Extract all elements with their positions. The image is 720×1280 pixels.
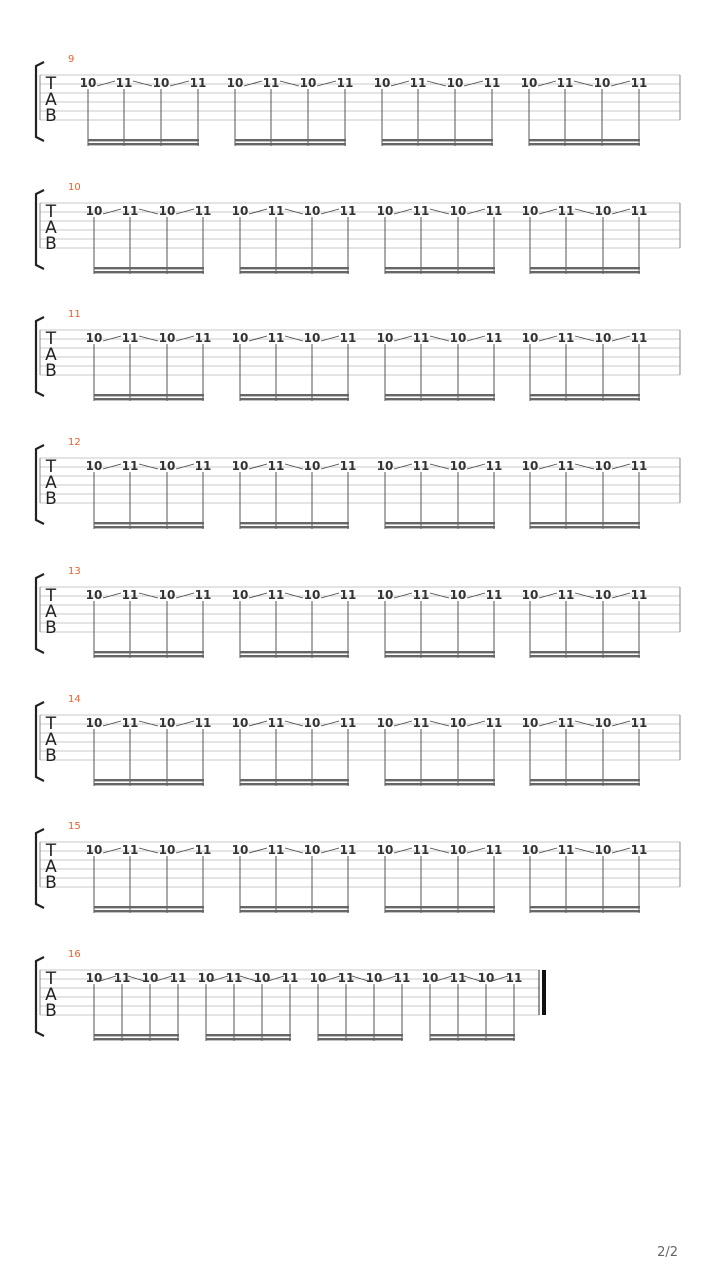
beam-primary (385, 271, 495, 273)
fret-number: 10 (446, 76, 464, 90)
fret-number: 11 (121, 204, 139, 218)
fret-number: 11 (262, 76, 280, 90)
beam-secondary (94, 267, 204, 269)
fret-number: 11 (121, 843, 139, 857)
tab-clef-letter: T (45, 457, 57, 477)
fret-number: 11 (630, 76, 648, 90)
fret-number: 11 (194, 331, 212, 345)
measure-number: 10 (68, 182, 81, 193)
fret-number: 11 (267, 204, 285, 218)
fret-number: 11 (505, 971, 523, 985)
fret-number: 11 (556, 76, 574, 90)
fret-number: 11 (267, 331, 285, 345)
fret-number: 10 (594, 204, 612, 218)
tab-clef-letter: B (45, 1001, 57, 1021)
tab-clef-letter: A (45, 218, 57, 238)
measure-number: 9 (68, 54, 75, 65)
beam-primary (94, 910, 204, 912)
fret-number: 11 (339, 459, 357, 473)
fret-number: 10 (158, 843, 176, 857)
fret-number: 11 (412, 204, 430, 218)
fret-number: 11 (339, 716, 357, 730)
beam-primary (240, 783, 349, 785)
fret-number: 10 (303, 716, 321, 730)
beam-primary (94, 1038, 179, 1040)
tab-clef-letter: T (45, 74, 57, 94)
fret-number: 10 (477, 971, 495, 985)
beam-primary (240, 655, 349, 657)
beam-primary (385, 526, 495, 528)
fret-number: 11 (557, 204, 575, 218)
fret-number: 11 (449, 971, 467, 985)
beam-secondary (94, 394, 204, 396)
fret-number: 10 (594, 459, 612, 473)
fret-number: 10 (594, 843, 612, 857)
fret-number: 11 (339, 843, 357, 857)
fret-number: 11 (557, 588, 575, 602)
tab-system (36, 182, 680, 274)
beam-primary (240, 271, 349, 273)
beam-secondary (240, 779, 349, 781)
fret-number: 11 (630, 716, 648, 730)
fret-number: 11 (630, 459, 648, 473)
fret-number: 11 (485, 716, 503, 730)
tab-clef-letter: A (45, 473, 57, 493)
fret-number: 11 (485, 588, 503, 602)
beam-secondary (530, 522, 640, 524)
fret-number: 10 (231, 331, 249, 345)
fret-number: 11 (412, 331, 430, 345)
measure-number: 16 (68, 949, 81, 960)
tab-clef-letter: A (45, 90, 57, 110)
tab-system (36, 694, 680, 786)
measure-number: 13 (68, 566, 81, 577)
fret-number: 10 (231, 204, 249, 218)
fret-number: 10 (85, 971, 103, 985)
fret-number: 11 (409, 76, 427, 90)
fret-number: 11 (121, 331, 139, 345)
fret-number: 11 (557, 459, 575, 473)
fret-number: 10 (593, 76, 611, 90)
fret-number: 11 (630, 843, 648, 857)
fret-number: 11 (113, 971, 131, 985)
fret-number: 11 (630, 204, 648, 218)
beam-secondary (530, 906, 640, 908)
beam-secondary (240, 394, 349, 396)
fret-number: 10 (231, 588, 249, 602)
fret-number: 10 (85, 588, 103, 602)
fret-number: 11 (267, 716, 285, 730)
beam-primary (382, 143, 493, 145)
fret-number: 10 (449, 716, 467, 730)
measure-number: 12 (68, 437, 81, 448)
fret-number: 10 (309, 971, 327, 985)
tab-clef-letter: T (45, 586, 57, 606)
fret-number: 10 (421, 971, 439, 985)
fret-number: 10 (594, 588, 612, 602)
fret-number: 11 (225, 971, 243, 985)
fret-number: 11 (630, 588, 648, 602)
fret-number: 11 (412, 716, 430, 730)
beam-primary (530, 783, 640, 785)
fret-number: 11 (630, 331, 648, 345)
beam-secondary (240, 522, 349, 524)
fret-number: 11 (412, 459, 430, 473)
fret-number: 10 (376, 204, 394, 218)
beam-secondary (529, 139, 640, 141)
beam-secondary (530, 779, 640, 781)
beam-secondary (385, 651, 495, 653)
beam-primary (385, 655, 495, 657)
fret-number: 10 (520, 76, 538, 90)
beam-primary (385, 910, 495, 912)
fret-number: 11 (194, 843, 212, 857)
fret-number: 11 (267, 459, 285, 473)
fret-number: 11 (194, 588, 212, 602)
beam-secondary (385, 267, 495, 269)
fret-number: 10 (376, 459, 394, 473)
beam-secondary (318, 1034, 403, 1036)
fret-number: 11 (412, 588, 430, 602)
tab-clef-letter: A (45, 857, 57, 877)
fret-number: 10 (303, 204, 321, 218)
fret-number: 10 (449, 331, 467, 345)
fret-number: 10 (365, 971, 383, 985)
beam-primary (206, 1038, 291, 1040)
beam-secondary (94, 779, 204, 781)
fret-number: 11 (485, 459, 503, 473)
fret-number: 11 (194, 716, 212, 730)
tab-clef-letter: B (45, 873, 57, 893)
beam-secondary (240, 906, 349, 908)
fret-number: 11 (339, 204, 357, 218)
tab-clef-letter: A (45, 730, 57, 750)
fret-number: 11 (281, 971, 299, 985)
beam-primary (530, 398, 640, 400)
fret-number: 10 (373, 76, 391, 90)
beam-secondary (94, 906, 204, 908)
fret-number: 10 (303, 588, 321, 602)
measure-number: 11 (68, 309, 81, 320)
beam-secondary (235, 139, 346, 141)
beam-primary (88, 143, 199, 145)
fret-number: 11 (412, 843, 430, 857)
beam-primary (94, 271, 204, 273)
fret-number: 11 (337, 971, 355, 985)
tab-clef-letter: B (45, 489, 57, 509)
fret-number: 11 (189, 76, 207, 90)
tab-system (36, 437, 680, 529)
fret-number: 10 (85, 716, 103, 730)
fret-number: 11 (339, 331, 357, 345)
fret-number: 10 (376, 331, 394, 345)
fret-number: 11 (557, 331, 575, 345)
fret-number: 10 (79, 76, 97, 90)
fret-number: 10 (299, 76, 317, 90)
fret-number: 10 (449, 459, 467, 473)
beam-primary (94, 526, 204, 528)
beam-secondary (240, 267, 349, 269)
page-number: 2/2 (657, 1245, 678, 1260)
fret-number: 10 (521, 204, 539, 218)
fret-number: 11 (557, 843, 575, 857)
tab-system (36, 54, 680, 146)
fret-number: 10 (521, 843, 539, 857)
fret-number: 11 (393, 971, 411, 985)
tab-system (36, 949, 546, 1041)
tab-clef-letter: T (45, 329, 57, 349)
fret-number: 10 (158, 716, 176, 730)
tab-clef-letter: B (45, 361, 57, 381)
fret-number: 10 (449, 588, 467, 602)
beam-secondary (385, 394, 495, 396)
fret-number: 11 (485, 204, 503, 218)
beam-secondary (94, 1034, 179, 1036)
beam-primary (240, 526, 349, 528)
beam-primary (235, 143, 346, 145)
beam-secondary (530, 651, 640, 653)
beam-primary (385, 783, 495, 785)
tab-clef-letter: T (45, 841, 57, 861)
fret-number: 10 (521, 459, 539, 473)
fret-number: 11 (485, 331, 503, 345)
beam-primary (530, 526, 640, 528)
tab-system (36, 566, 680, 658)
beam-secondary (88, 139, 199, 141)
beam-secondary (385, 779, 495, 781)
beam-secondary (240, 651, 349, 653)
beam-primary (240, 398, 349, 400)
beam-primary (530, 271, 640, 273)
final-barline-thick (542, 970, 546, 1015)
fret-number: 10 (521, 588, 539, 602)
beam-primary (318, 1038, 403, 1040)
beam-primary (94, 398, 204, 400)
beam-secondary (385, 906, 495, 908)
fret-number: 11 (194, 204, 212, 218)
fret-number: 10 (376, 588, 394, 602)
fret-number: 11 (121, 716, 139, 730)
fret-number: 10 (85, 204, 103, 218)
fret-number: 10 (594, 331, 612, 345)
beam-primary (240, 910, 349, 912)
fret-number: 10 (303, 843, 321, 857)
fret-number: 10 (158, 204, 176, 218)
beam-secondary (94, 522, 204, 524)
tab-system (36, 309, 680, 401)
tab-clef-letter: B (45, 618, 57, 638)
tab-clef-letter: A (45, 602, 57, 622)
fret-number: 11 (336, 76, 354, 90)
beam-secondary (382, 139, 493, 141)
fret-number: 10 (521, 331, 539, 345)
tab-clef-letter: T (45, 714, 57, 734)
tab-clef-letter: T (45, 202, 57, 222)
fret-number: 10 (152, 76, 170, 90)
tab-clef-letter: B (45, 106, 57, 126)
fret-number: 10 (141, 971, 159, 985)
fret-number: 10 (158, 588, 176, 602)
fret-number: 10 (85, 459, 103, 473)
fret-number: 11 (267, 843, 285, 857)
fret-number: 10 (376, 716, 394, 730)
tab-clef-letter: B (45, 746, 57, 766)
beam-primary (385, 398, 495, 400)
fret-number: 11 (121, 588, 139, 602)
fret-number: 10 (449, 204, 467, 218)
fret-number: 10 (226, 76, 244, 90)
measure-number: 15 (68, 821, 81, 832)
fret-number: 11 (485, 843, 503, 857)
beam-secondary (94, 651, 204, 653)
fret-number: 10 (231, 843, 249, 857)
fret-number: 11 (483, 76, 501, 90)
fret-number: 10 (303, 331, 321, 345)
beam-primary (94, 783, 204, 785)
tab-clef-letter: T (45, 969, 57, 989)
tab-clef-letter: A (45, 985, 57, 1005)
tab-clef-letter: B (45, 234, 57, 254)
fret-number: 11 (194, 459, 212, 473)
fret-number: 11 (169, 971, 187, 985)
fret-number: 10 (231, 459, 249, 473)
beam-secondary (430, 1034, 515, 1036)
fret-number: 11 (557, 716, 575, 730)
beam-secondary (385, 522, 495, 524)
measure-number: 14 (68, 694, 81, 705)
fret-number: 10 (376, 843, 394, 857)
beam-primary (94, 655, 204, 657)
fret-number: 10 (231, 716, 249, 730)
fret-number: 10 (158, 331, 176, 345)
fret-number: 10 (197, 971, 215, 985)
fret-number: 10 (303, 459, 321, 473)
fret-number: 10 (594, 716, 612, 730)
beam-primary (529, 143, 640, 145)
fret-number: 10 (85, 843, 103, 857)
tab-clef-letter: A (45, 345, 57, 365)
beam-secondary (530, 394, 640, 396)
beam-secondary (530, 267, 640, 269)
fret-number: 10 (158, 459, 176, 473)
beam-primary (530, 655, 640, 657)
fret-number: 10 (85, 331, 103, 345)
fret-number: 11 (339, 588, 357, 602)
fret-number: 10 (253, 971, 271, 985)
fret-number: 10 (449, 843, 467, 857)
beam-primary (430, 1038, 515, 1040)
fret-number: 11 (121, 459, 139, 473)
fret-number: 10 (521, 716, 539, 730)
fret-number: 11 (267, 588, 285, 602)
fret-number: 11 (115, 76, 133, 90)
beam-primary (530, 910, 640, 912)
beam-secondary (206, 1034, 291, 1036)
tab-system (36, 821, 680, 913)
